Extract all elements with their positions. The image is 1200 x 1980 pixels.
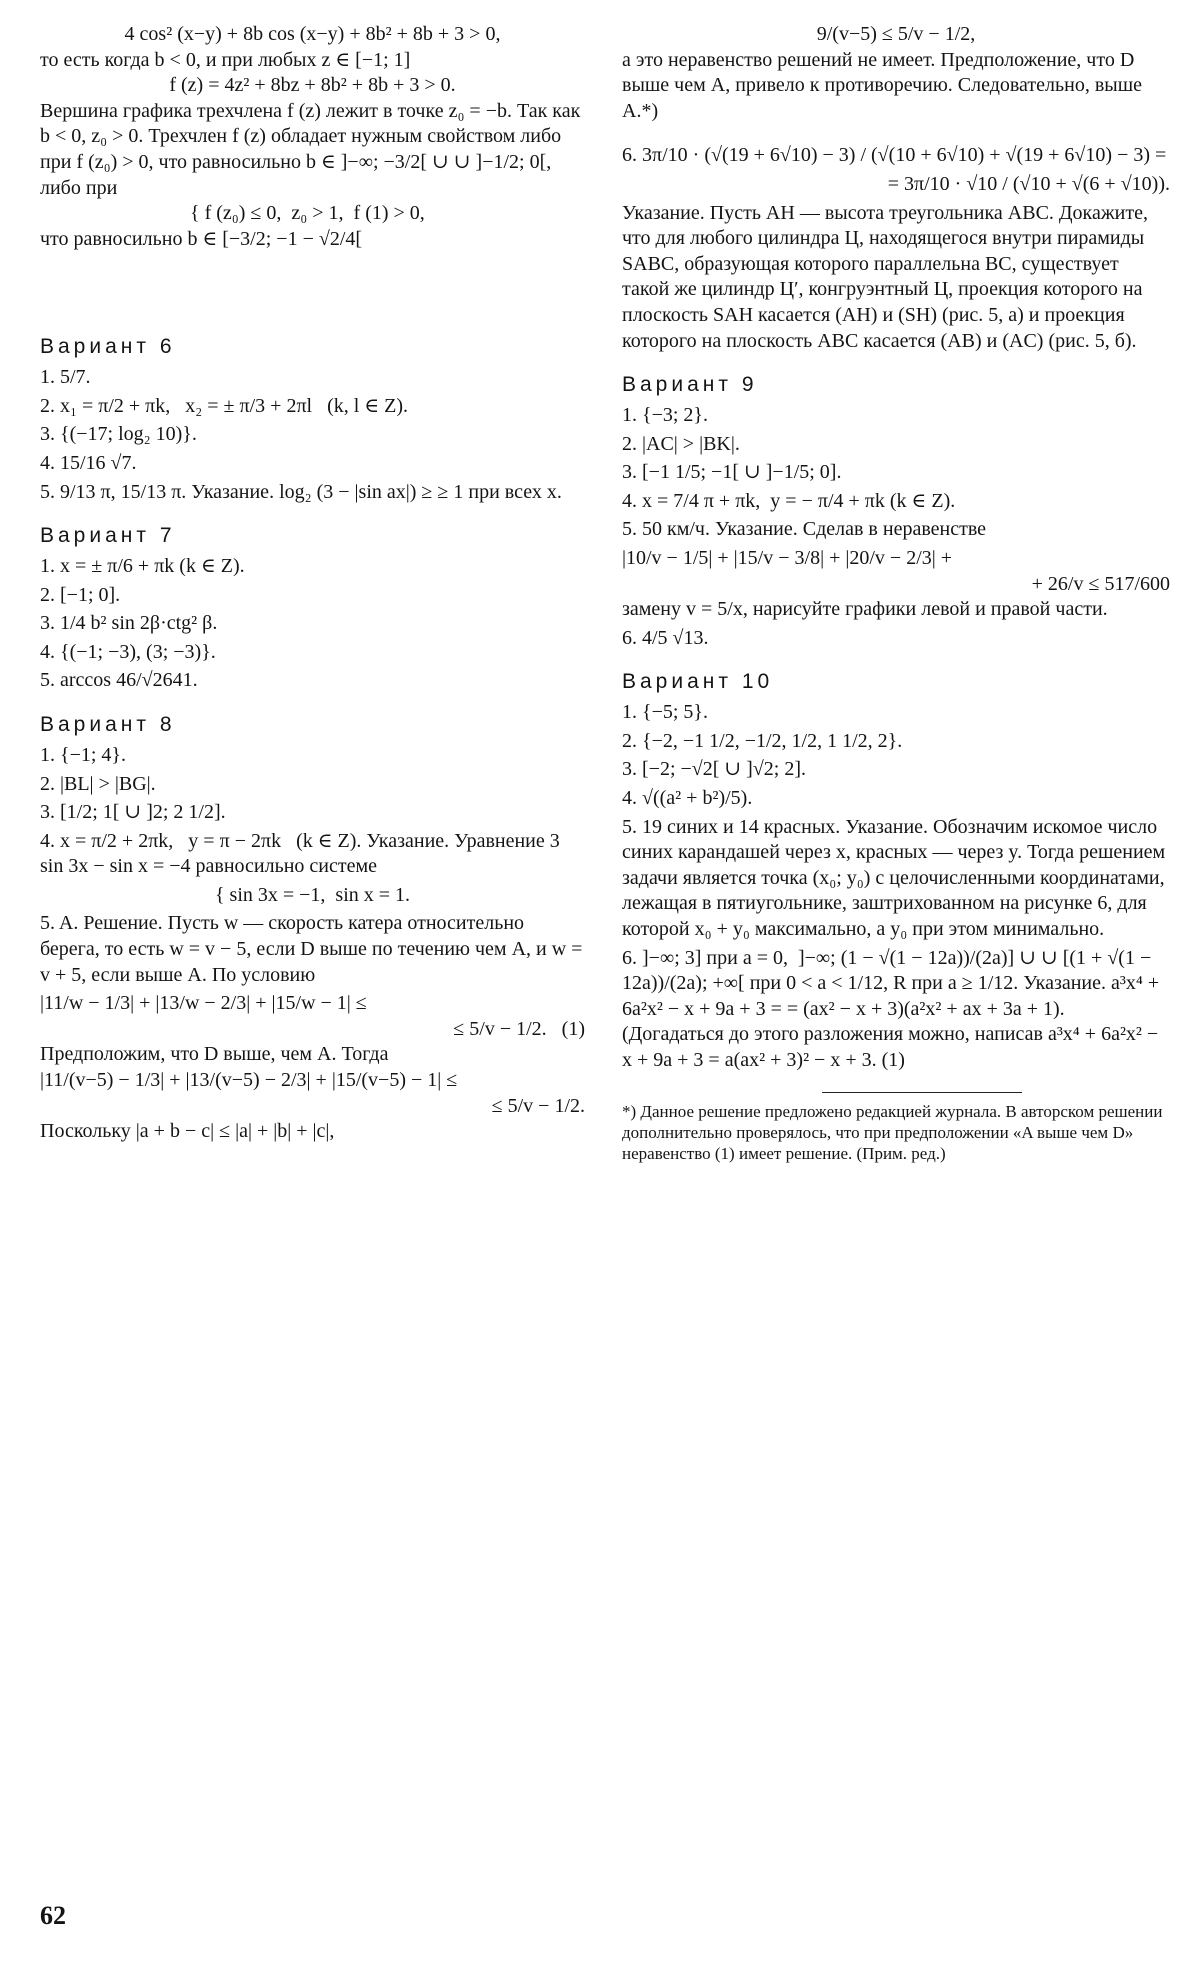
rc-inequality: 9/(v−5) ≤ 5/v − 1/2,: [816, 23, 976, 45]
v8-inequality-line-4: ≤ 5/v − 1/2.: [491, 1094, 585, 1117]
v8-since: Поскольку |a + b − c| ≤ |a| + |b| + |c|,: [40, 1120, 335, 1143]
v7-answer-3: 3. 1/4 b² sin 2β·ctg² β.: [40, 612, 218, 635]
v8-answer-6: 6. 3π/10 · (√(19 + 6√10) − 3) / (√(10 + 6√10) + √(19 + 6√10) − 3) =: [622, 144, 1167, 167]
v8-answer-5: 5. A. Решение. Пусть w — скорость катера относительно берега, то есть w = v − 5, если D выше по течению чем A, и w = v + 5, если выше A. По условию: [40, 912, 588, 986]
v7-answer-4: 4. {(−1; −3), (3; −3)}.: [40, 640, 216, 663]
v9-substitution: замену v = 5/x, нарисуйте графики левой и правой части.: [622, 598, 1108, 621]
v10-answer-4: 4. √((a² + b²)/5).: [622, 787, 753, 809]
variant-10-heading: Вариант 10: [622, 670, 774, 694]
variant-7-heading: Вариант 7: [40, 524, 176, 548]
intro-paragraph: Вершина графика трехчлена f (z) лежит в точке z₀ = −b. Так как b < 0, z₀ > 0. Трехчлен f (z) обладает нужным свойством либо при f (z₀) > 0, что равносильно b ∈ ]−∞; −3/2[ ∪ ∪ ]−1/2; 0[, либо при: [40, 99, 586, 199]
v9-answer-3: 3. [−1 1/5; −1[ ∪ ]−1/5; 0].: [622, 461, 842, 484]
v8-inequality-line-3: |11/(v−5) − 1/3| + |13/(v−5) − 2/3| + |15/(v−5) − 1| ≤: [40, 1069, 458, 1092]
v10-answer-1: 1. {−5; 5}.: [622, 701, 709, 724]
v8-system: { sin 3x = −1, sin x = 1.: [214, 883, 411, 906]
variant-6-heading: Вариант 6: [40, 335, 176, 359]
v8-answer-6-cont: = 3π/10 · √10 / (√10 + √(6 + √10)).: [887, 172, 1170, 195]
rc-conclusion: а это неравенство решений не имеет. Предположение, что D выше чем A, привело к противоречию. Следовательно, выше A.*): [622, 48, 1147, 122]
v10-answer-5: 5. 19 синих и 14 красных. Указание. Обозначим искомое число синих карандашей через x, красных — через y. Тогда решением задачи является точка (x₀; y₀) с целочисленными координатами, лежащая в пятиугольнике, заштрихованном на рисунке 6, для которой x₀ + y₀ максимально, а y₀ при этом минимально.: [622, 815, 1171, 940]
right-column: [622, 22, 1170, 1164]
v9-answer-1: 1. {−3; 2}.: [622, 404, 709, 426]
footnote-rule: [822, 1092, 1022, 1093]
intro-conclusion: что равносильно b ∈ [−3/2; −1 − √2/4[: [40, 227, 363, 250]
v6-answer-5: 5. 9/13 π, 15/13 π. Указание. log₂ (3 − |sin ax|) ≥ ≥ 1 при всех x.: [40, 480, 562, 503]
left-column: [40, 22, 588, 1145]
v8-answer-4: 4. x = π/2 + 2πk, y = π − 2πk (k ∈ Z). Указание. Уравнение 3 sin 3x − sin x = −4 равносильно системе: [40, 829, 565, 878]
v7-answer-2: 2. [−1; 0].: [40, 583, 121, 606]
v8-inequality-line-1: |11/w − 1/3| + |13/w − 2/3| + |15/w − 1| ≤: [40, 992, 367, 1015]
v9-answer-6: 6. 4/5 √13.: [622, 626, 709, 649]
v9-answer-5: 5. 50 км/ч. Указание. Сделав в неравенстве: [622, 518, 987, 541]
v6-answer-3: 3. {(−17; log₂ 10)}.: [40, 423, 197, 446]
v10-answer-3: 3. [−2; −√2[ ∪ ]√2; 2].: [622, 758, 807, 781]
v8-assumption: Предположим, что D выше, чем A. Тогда: [40, 1043, 389, 1066]
v6-answer-2: 2. x₁ = π/2 + πk, x₂ = ± π/3 + 2πl (k, l ∈ Z).: [40, 394, 408, 417]
v8-inequality-line-2: ≤ 5/v − 1/2. (1): [453, 1017, 585, 1040]
variant-8-heading: Вариант 8: [40, 713, 176, 737]
intro-inequality: 4 cos² (x−y) + 8b cos (x−y) + 8b² + 8b + 3 > 0,: [124, 23, 501, 45]
v10-answer-6: 6. ]−∞; 3] при a = 0, ]−∞; (1 − √(1 − 12a))/(2a)] ∪ ∪ [(1 + √(1 − 12a))/(2a); +∞[ при 0 < a < 1/12, R при a ≥ 1/12. Указание. a³x⁴ + 6a²x² − x + 9a + 3 = = (ax² − x + 3)(a²x² + ax + 3a + 1). (Догадаться до этого разложения можно, написав a³x⁴ + 6a²x² − x + 9a + 3 = a(ax² + 3)² − x + 3. (1): [622, 946, 1165, 1071]
v6-answer-1: 1. 5/7.: [40, 366, 91, 389]
intro-condition: то есть когда b < 0, и при любых z ∈ [−1; 1]: [40, 48, 411, 71]
v6-answer-4: 4. 15/16 √7.: [40, 452, 137, 474]
v9-answer-4: 4. x = 7/4 π + πk, y = − π/4 + πk (k ∈ Z).: [622, 489, 956, 512]
variant-9-heading: Вариант 9: [622, 373, 758, 397]
v9-answer-2: 2. |AC| > |BK|.: [622, 432, 740, 455]
v8-answer-1: 1. {−1; 4}.: [40, 743, 127, 766]
page-number: 62: [40, 1900, 66, 1930]
v10-answer-2: 2. {−2, −1 1/2, −1/2, 1/2, 1 1/2, 2}.: [622, 729, 903, 752]
v9-inequality-2: + 26/v ≤ 517/600: [1031, 572, 1170, 595]
v8-answer-3: 3. [1/2; 1[ ∪ ]2; 2 1/2].: [40, 801, 226, 824]
intro-function: f (z) = 4z² + 8bz + 8b² + 8b + 3 > 0.: [169, 74, 456, 97]
intro-system: { f (z₀) ≤ 0, z₀ > 1, f (1) > 0,: [190, 202, 425, 225]
v8-answer-6-hint: Указание. Пусть AH — высота треугольника ABC. Докажите, что для любого цилиндра Ц, находящегося внутри пирамиды SABC, образующая которого параллельна BC, существует такой же цилиндр Ц′, конгруэнтный Ц, проекция которого на плоскость SAH касается (AH) и (SH) (рис. 5, а) и проекция которого на плоскость ABC касается (AB) и (AC) (рис. 5, б).: [622, 201, 1153, 352]
footnote: *) Данное решение предложено редакцией журнала. В авторском решении дополнительно проверялось, что при предположении «A выше чем D» неравенство (1) имеет решение. (Прим. ред.): [622, 1101, 1167, 1164]
v7-answer-5: 5. arccos 46/√2641.: [40, 669, 198, 692]
v7-answer-1: 1. x = ± π/6 + πk (k ∈ Z).: [40, 555, 245, 578]
v8-answer-2: 2. |BL| > |BG|.: [40, 772, 156, 795]
v9-inequality-1: |10/v − 1/5| + |15/v − 3/8| + |20/v − 2/3| +: [622, 546, 953, 569]
